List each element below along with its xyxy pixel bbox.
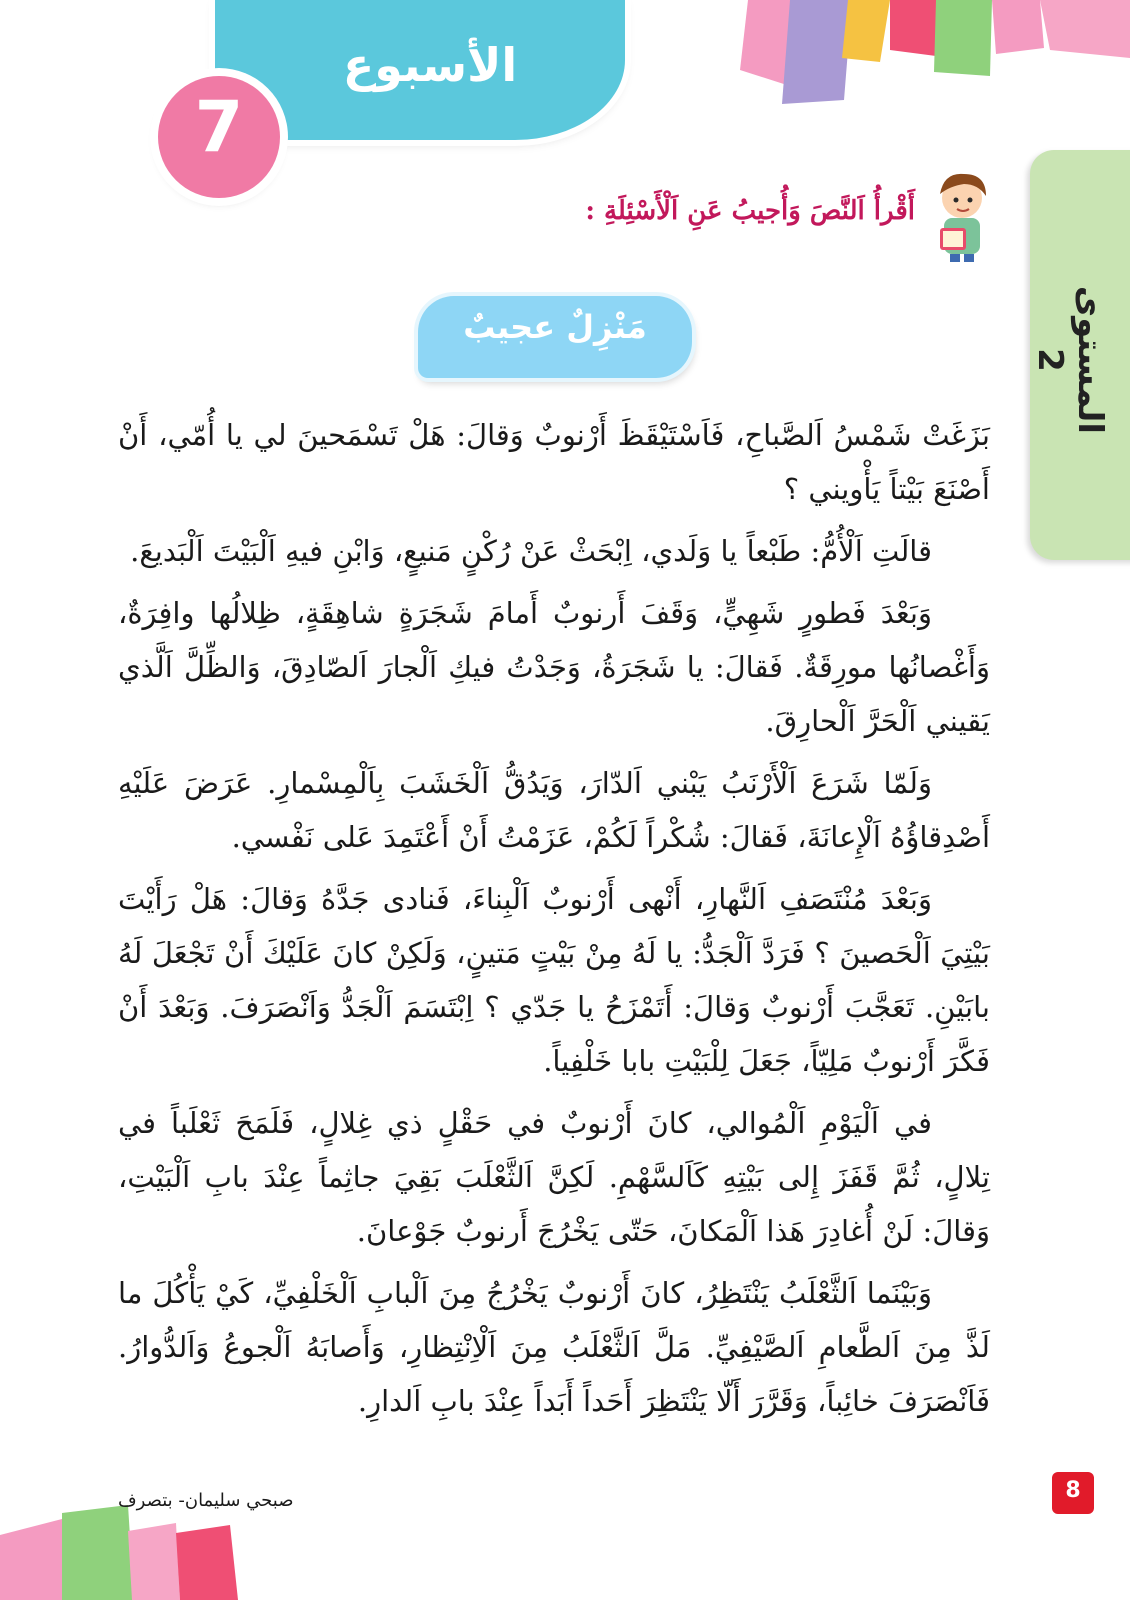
top-ribbons	[740, 0, 1130, 110]
story-paragraph: وَبَعْدَ فَطورٍ شَهِيٍّ، وَقَفَ أَرنوبٌ أَمامَ شَجَرَةٍ شاهِقَةٍ، ظِلالُها وافِرَةٌ، وَأَغْصانُها مورِقَةٌ. فَقالَ: يا شَجَرَةُ، وَجَدْتُ فيكِ اَلْجارَ اَلصّادِقَ، وَالظِّلَّ اَلَّذي يَقيني اَلْحَرَّ اَلْحارِقَ.	[118, 596, 990, 738]
story-paragraph: وَبَعْدَ مُنْتَصَفِ اَلنَّهارِ، أَنْهى أَرْنوبٌ اَلْبِناءَ، فَنادى جَدَّهُ وَقالَ: هَلْ رَأَيْتَ بَيْتِيَ اَلْحَصينَ ؟ فَرَدَّ اَلْجَدُّ: يا لَهُ مِنْ بَيْتٍ مَتينٍ، وَلَكِنْ كانَ عَلَيْكَ أَنْ تَجْعَلَ لَهُ بابَيْنِ. تَعَجَّبَ أَرْنوبٌ وَقالَ: أَتَمْزَحُ يا جَدّي ؟ اِبْتَسَمَ اَلْجَدُّ وَاَنْصَرَفَ. وَبَعْدَ أَنْ فَكَّرَ أَرْنوبٌ مَلِيّاً، جَعَلَ لِلْبَيْتِ بابا خَلْفِياً.	[118, 882, 990, 1078]
bottom-ribbons	[0, 1505, 260, 1600]
story-paragraph: في اَلْيَوْمِ اَلْمُوالي، كانَ أَرْنوبٌ في حَقْلٍ ذي غِلالٍ، فَلَمَحَ ثَعْلَباً في تِلالٍ، ثُمَّ قَفَزَ إِلى بَيْتِهِ كَاَلسَّهْمِ. لَكِنَّ اَلثَّعْلَبَ بَقِيَ جاثِماً عِنْدَ بابِ اَلْبَيْتِ، وَقالَ: لَنْ أُغادِرَ هَذا اَلْمَكانَ، حَتّى يَخْرُجَ أَرنوبٌ جَوْعانَ.	[118, 1106, 990, 1248]
week-title: الأسبوع	[342, 38, 518, 92]
story-paragraph: قالَتِ اَلْأُمُّ: طَبْعاً يا وَلَدي، اِبْحَثْ عَنْ رُكْنٍ مَنيعٍ، وَابْنِ فيهِ اَلْبَيْتَ اَلْبَديعَ.	[130, 534, 932, 568]
level-label: المستوى 2	[1030, 285, 1110, 435]
story-paragraph: وَبَيْنَما اَلثَّعْلَبُ يَنْتَظِرُ، كانَ أَرْنوبٌ يَخْرُجُ مِنَ اَلْبابِ اَلْخَلْفِيِّ، كَيْ يَأْكُلَ ما لَذَّ مِنَ اَلطَّعامِ اَلصَّيْفِيِّ. مَلَّ اَلثَّعْلَبُ مِنَ اَلْاِنْتِظارِ، وَأَصابَهُ اَلْجوعُ وَاَلدُّوارُ. فَاَنْصَرَفَ خائِباً، وَقَرَّرَ أَلّا يَنْتَظِرَ أَحَداً أَبَداً عِنْدَ بابِ اَلدارِ.	[118, 1276, 990, 1418]
week-number: 7	[194, 86, 244, 168]
story-paragraph: بَزَغَتْ شَمْسُ اَلصَّباحِ، فَاَسْتَيْقَظَ أَرْنوبٌ وَقالَ: هَلْ تَسْمَحينَ لي يا أُمّي، أَنْ أَصْنَعَ بَيْتاً يَأْويني ؟	[118, 418, 990, 506]
story-title: مَنْزِلٌ عجيبٌ	[463, 308, 647, 346]
story-paragraph: وَلَمّا شَرَعَ اَلْأَرْنَبُ يَبْني اَلدّارَ، وَيَدُقُّ اَلْخَشَبَ بِاَلْمِسْمارِ. عَرَضَ عَلَيْهِ أَصْدِقاؤُهُ اَلْإِعانَةَ، فَقالَ: شُكْراً لَكُمْ، عَزَمْتُ أَنْ أَعْتَمِدَ عَلى نَفْسي.	[118, 766, 990, 854]
story-source: صبحي سليمان- بتصرف	[118, 1490, 294, 1511]
page-number: 8	[1065, 1478, 1081, 1503]
instruction-text: أَقْرأُ اَلنَّصَ وَأُجيبُ عَنِ اَلْأَسْئِلَةِ :	[585, 196, 915, 226]
story-body	[118, 408, 990, 1436]
boy-reading-icon	[930, 170, 994, 262]
